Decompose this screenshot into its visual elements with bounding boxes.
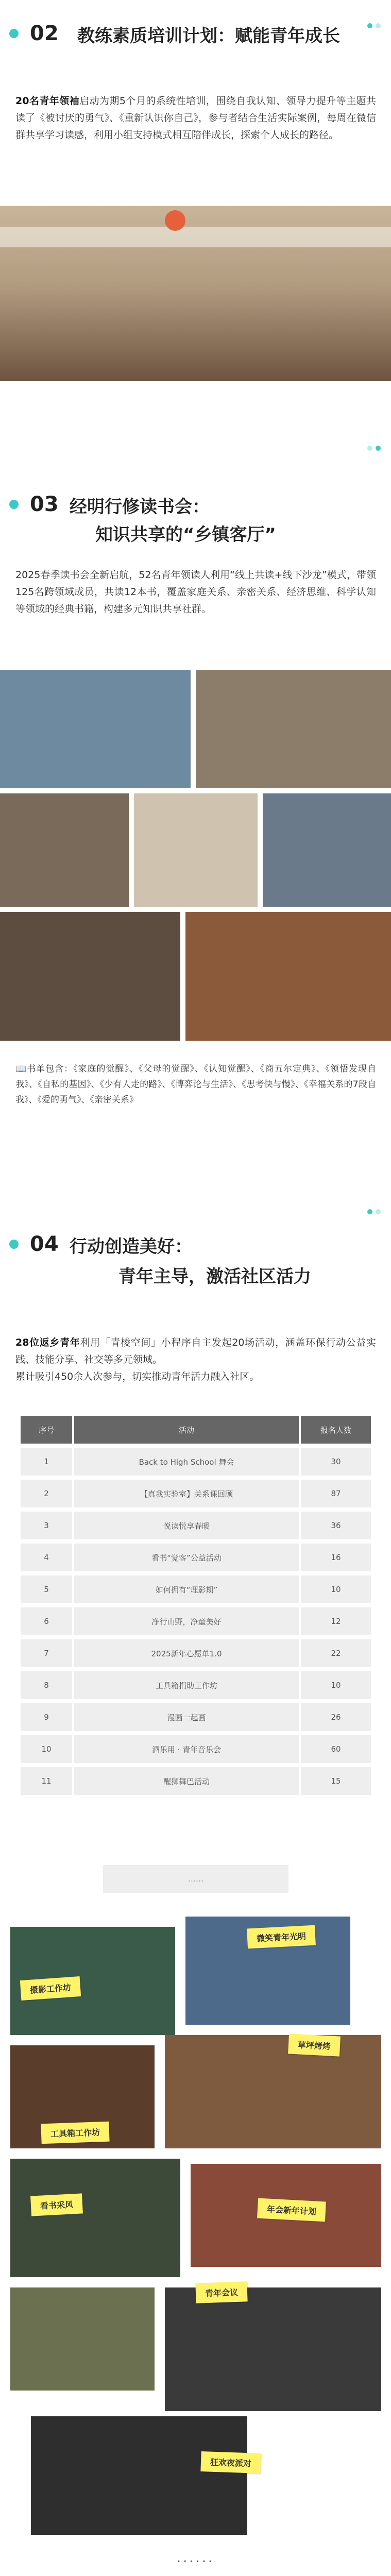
tape-label: 草坪烤烤 [288,2033,341,2056]
table-cell: 4 [21,1544,72,1571]
decor-dots [364,1207,381,1216]
table-cell: 3 [21,1512,72,1539]
table-cell: 10 [21,1735,72,1763]
table-row [21,1703,371,1731]
table-cell: 16 [299,1544,371,1571]
group-photo-training [0,206,391,381]
activity-photo-7 [10,2287,155,2391]
section-04-ellipsis: ...... [176,2550,215,2566]
booklist: 📖书单包含：《家庭的觉醒》、《父母的觉醒》、《认知觉醒》、《商五尔定典》、《领悟发现自我》、《自私的基因》、《少有人走的路》、《博弈论与生活》、《思考快与慢》、《幸福关系的7段自我》、《爱的勇气》、《亲密关系》 [15,1064,376,1105]
table-row [21,1480,371,1507]
tape-label: 摄影工作坊 [20,1976,81,2001]
activity-table [21,1412,371,1799]
section-02-header [0,10,391,72]
decor-dots [364,21,381,30]
tape-label: 微笑青年光明 [247,1925,316,1949]
tape-label: 青年会议 [195,2281,247,2303]
section-number: 03 [30,493,59,516]
table-cell: 11 [21,1767,72,1795]
tape-label: 看书采风 [30,2193,83,2216]
table-row [21,1639,371,1667]
tape-label: 工具箱工作坊 [41,2122,109,2144]
section-number: 02 [30,22,59,45]
section-02-paragraph: 20名青年领袖启动为期5个月的系统性培训，围绕自我认知、领导力提升等主题共读了《被讨厌的勇气》、《重新认识你自己》，参与者结合生活实际案例，每周在微信群共享学习读感，利用小组支持模式相互陪伴成长，探索个人成长的路径。 [15,95,376,141]
table-cell: 6 [21,1607,72,1635]
table-cell: 看书“觉客”公益活动 [72,1544,299,1571]
activity-photo-4 [165,2035,381,2148]
table-cell: 9 [21,1703,72,1731]
table-row [21,1767,371,1795]
section-dot [9,1240,19,1249]
table-cell: 60 [299,1735,371,1763]
reading-photo-2 [196,670,391,788]
section-title-line2: 知识共享的“乡镇客厅” [95,524,276,545]
reading-photo-7 [185,912,391,1041]
reading-photo-5 [263,793,391,907]
table-cell: 10 [299,1575,371,1603]
table-cell: 30 [299,1448,371,1476]
table-cell: 22 [299,1639,371,1667]
table-cell: 酒乐用 · 青年音乐会 [72,1735,299,1763]
table-row [21,1607,371,1635]
col-header: 序号 [21,1416,72,1444]
table-cell: 【真我实验室】关系课回顾 [72,1480,299,1507]
table-cell: 漫画一起画 [72,1703,299,1731]
tape-label: 狂欢夜派对 [200,2451,261,2473]
table-cell: 5 [21,1575,72,1603]
table-cell: 悦读悦享春暖 [72,1512,299,1539]
activity-photo-5 [10,2159,180,2277]
table-cell: Back to High School 舞会 [72,1448,299,1476]
section-04-paragraph: 28位返乡青年利用「青棱空间」小程序自主发起20场活动，涵盖环保行动公益实践、技能分享、社交等多元领域。 累计吸引450余人次参与，切实推动青年活力融入社区。 [15,1337,376,1382]
table-cell: 1 [21,1448,72,1476]
table-row [21,1735,371,1763]
section-dot [9,29,19,38]
table-row [21,1671,371,1699]
table-cell: 15 [299,1767,371,1795]
reading-photo-1 [0,670,191,788]
table-ellipsis: ...... [103,1865,288,1893]
activity-photo-8 [165,2287,381,2411]
section-03-paragraph: 2025春季读书会全新启航，52名青年领读人利用“线上共读+线下沙龙”模式，带领125名跨领域成员，共读12本书，覆盖家庭关系、亲密关系、经济思维、科学认知等领域的经典书籍，构建多元知识共享社群。 [15,569,376,615]
col-header: 活动 [72,1416,299,1444]
table-row [21,1575,371,1603]
table-cell: 26 [299,1703,371,1731]
table-cell: 87 [299,1480,371,1507]
table-cell: 2025新年心愿单1.0 [72,1639,299,1667]
reading-photo-3 [0,793,129,907]
reading-photo-4 [134,793,258,907]
table-cell: 工具箱捐助工作坊 [72,1671,299,1699]
reading-photo-6 [0,912,180,1041]
section-number: 04 [30,1232,59,1256]
section-title-line2: 青年主导，激活社区活力 [118,1266,311,1287]
decor-dots [364,443,381,453]
table-cell: 净行山野，净童美好 [72,1607,299,1635]
section-title: 教练素质培训计划：赋能青年成长 [77,26,340,46]
section-dot [9,500,19,509]
table-row [21,1544,371,1571]
table-cell: 12 [299,1607,371,1635]
table-cell: 10 [299,1671,371,1699]
table-cell: 8 [21,1671,72,1699]
section-title-line1: 经明行修读书会： [70,497,210,517]
tape-label: 年会新年计划 [257,2198,326,2222]
section-04-header [0,1200,391,1319]
section-03-header [0,402,391,556]
table-header-row [21,1416,371,1444]
table-cell: 36 [299,1512,371,1539]
activity-photo-9 [31,2416,247,2535]
table-row [21,1512,371,1539]
table-cell: 7 [21,1639,72,1667]
table-cell: 2 [21,1480,72,1507]
table-cell: 如何拥有“理影期” [72,1575,299,1603]
table-cell: 醒狮舞巴活动 [72,1767,299,1795]
col-header: 报名人数 [299,1416,371,1444]
table-row [21,1448,371,1476]
section-title-line1: 行动创造美好： [70,1236,192,1257]
